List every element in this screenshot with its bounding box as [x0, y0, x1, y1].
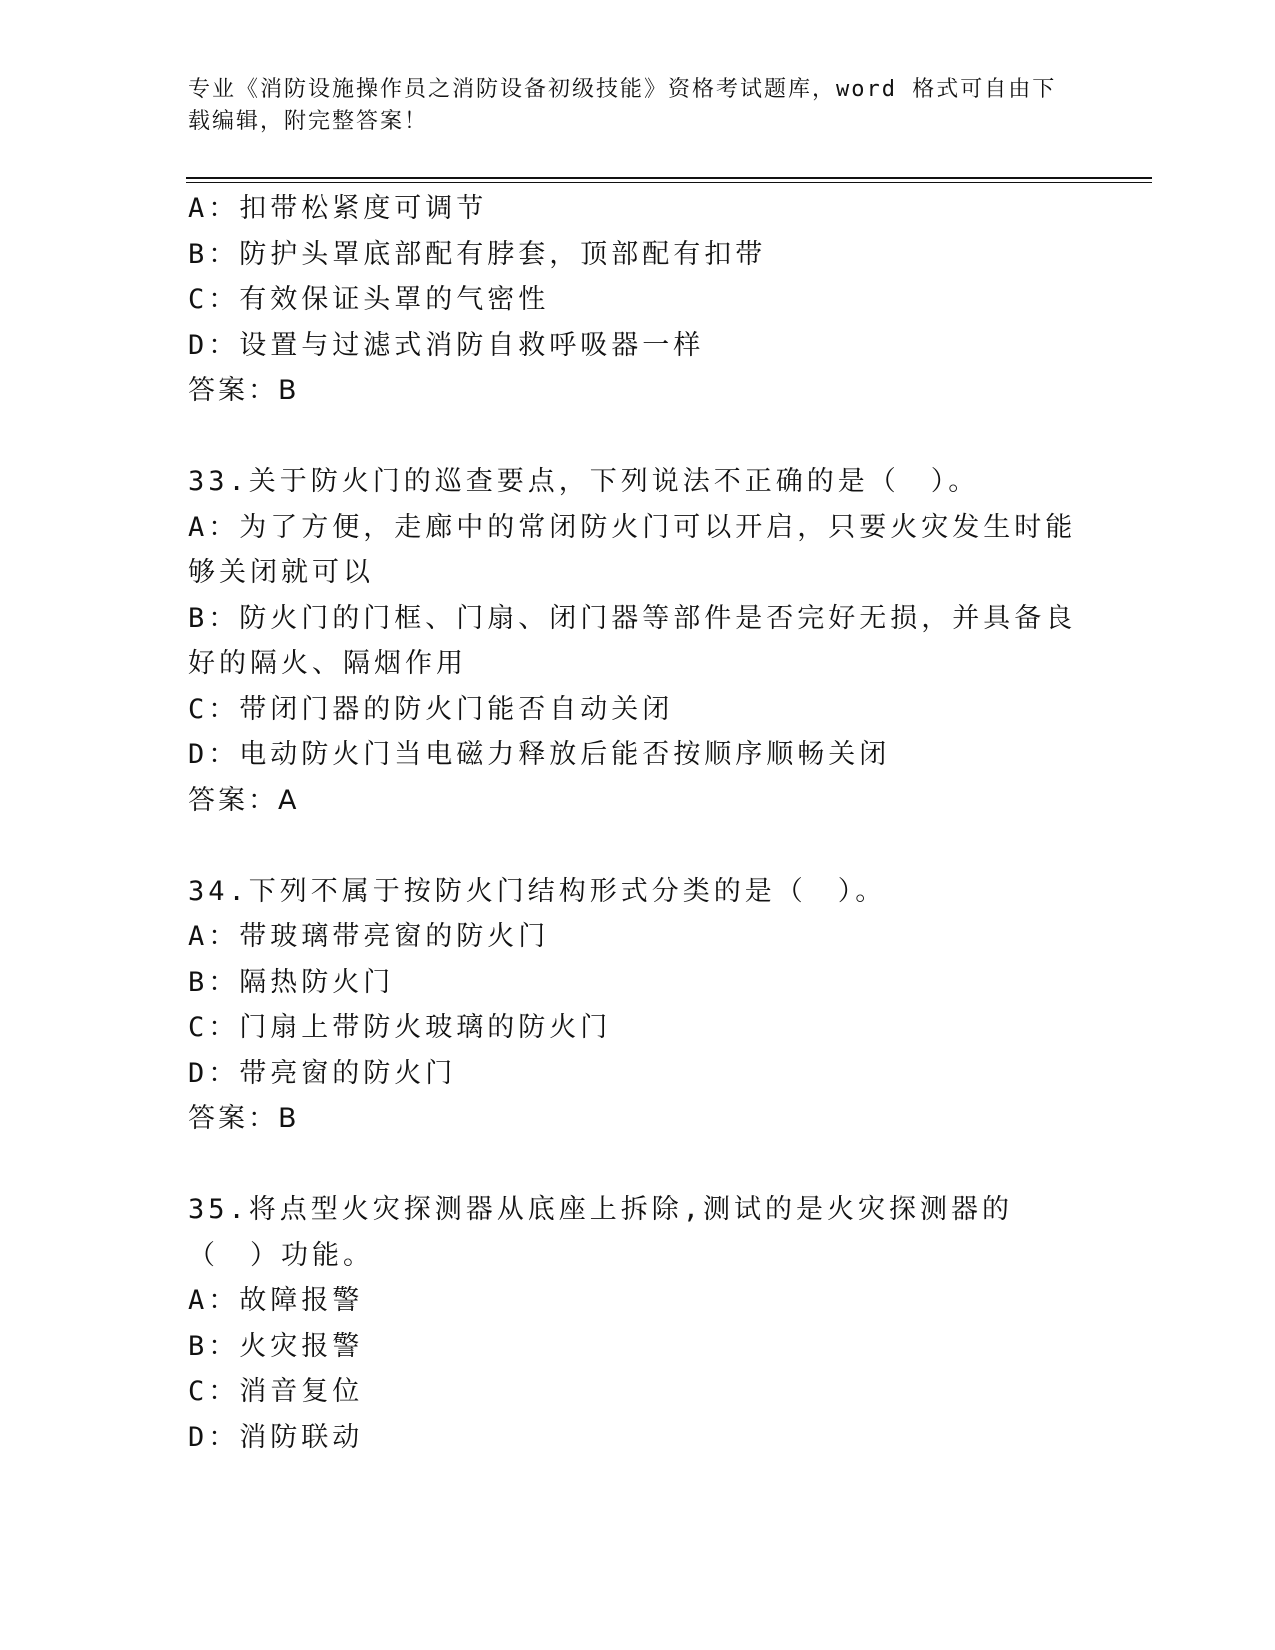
option-a: A：故障报警 — [188, 1285, 364, 1316]
option-c: C：消音复位 — [188, 1376, 364, 1407]
question-stem: 33.关于防火门的巡查要点，下列说法不正确的是（ ）。 — [188, 466, 980, 497]
option-d: D：消防联动 — [188, 1421, 364, 1453]
option-a: A：为了方便，走廊中的常闭防火门可以开启，只要火灾发生时能够关闭就可以 — [188, 511, 1077, 588]
option-a: A：带玻璃带亮窗的防火门 — [188, 921, 550, 952]
question-35 — [188, 1187, 1088, 1460]
question-list — [188, 186, 1088, 1460]
option-a: A：扣带松紧度可调节 — [188, 193, 488, 224]
document-header: 专业《消防设施操作员之消防设备初级技能》资格考试题库，word 格式可自由下载编辑，附完整答案！ — [188, 77, 1057, 134]
option-b: B：防护头罩底部配有脖套，顶部配有扣带 — [188, 238, 767, 270]
option-d: D：设置与过滤式消防自救呼吸器一样 — [188, 329, 705, 361]
option-b: B：隔热防火门 — [188, 966, 395, 998]
question-32 — [188, 186, 1088, 414]
spacer — [188, 1142, 1088, 1188]
spacer — [188, 823, 1088, 869]
option-d: D：带亮窗的防火门 — [188, 1057, 457, 1089]
option-b: B：防火门的门框、门扇、闭门器等部件是否完好无损，并具备良好的隔火、隔烟作用 — [188, 602, 1077, 679]
option-c: C：有效保证头罩的气密性 — [188, 284, 550, 315]
answer: 答案：B — [188, 375, 300, 406]
option-c: C：带闭门器的防火门能否自动关闭 — [188, 693, 674, 725]
answer: 答案：B — [188, 1103, 300, 1134]
header-divider-thin — [186, 182, 1152, 183]
question-stem: 35.将点型火灾探测器从底座上拆除,测试的是火灾探测器的（ ）功能。 — [188, 1194, 1014, 1271]
option-d: D：电动防火门当电磁力释放后能否按顺序顺畅关闭 — [188, 739, 891, 770]
question-stem: 34.下列不属于按防火门结构形式分类的是（ ）。 — [188, 875, 887, 907]
option-c: C：门扇上带防火玻璃的防火门 — [188, 1012, 612, 1043]
question-34 — [188, 869, 1088, 1142]
spacer — [188, 414, 1088, 460]
question-33 — [188, 459, 1088, 823]
answer: 答案：A — [188, 784, 300, 816]
header-divider-thick — [186, 177, 1152, 179]
option-b: B：火灾报警 — [188, 1330, 364, 1362]
